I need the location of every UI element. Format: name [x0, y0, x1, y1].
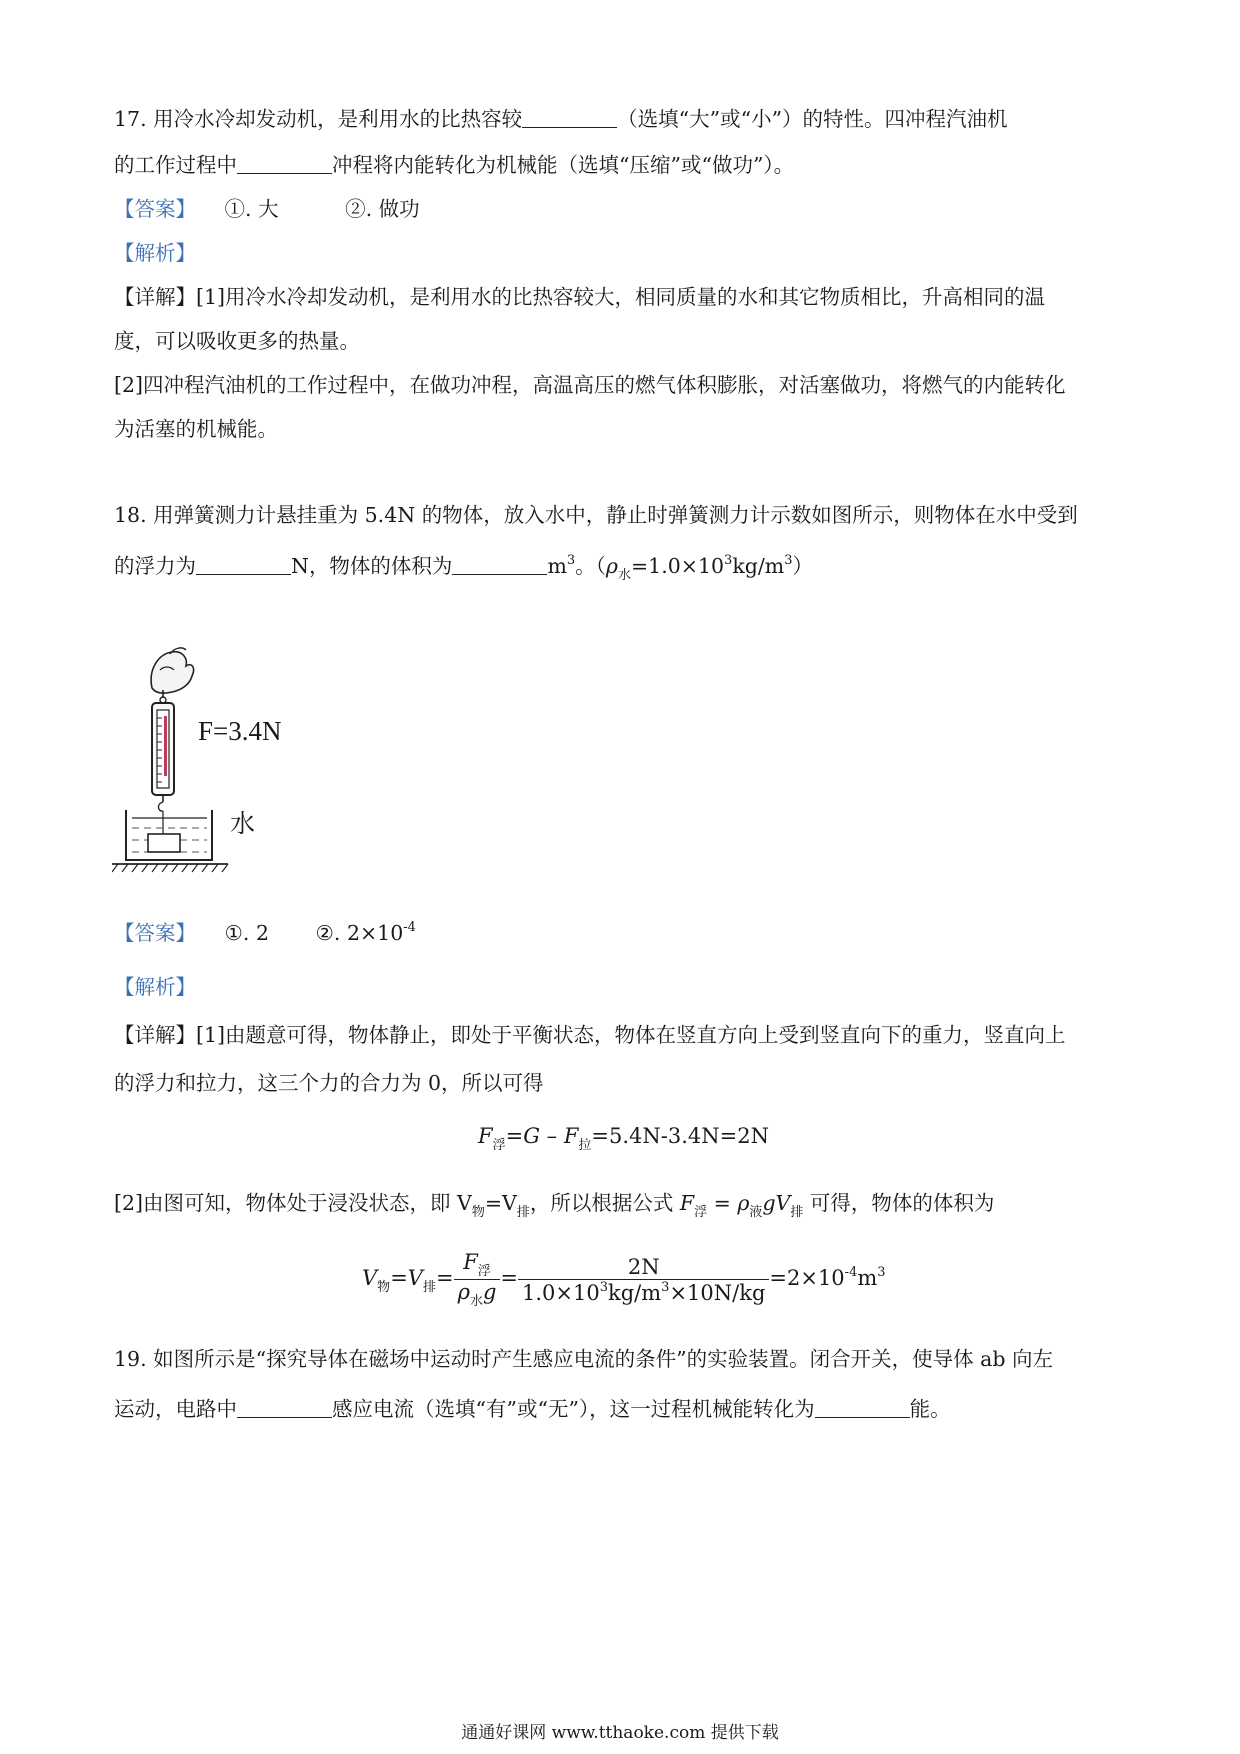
q17-blank-2[interactable] [237, 153, 332, 174]
q18-answer-2: ②. $2\times 10^{-4}$ [315, 920, 416, 945]
q18-detail-1a: 【详解】[1]由题意可得，物体静止，即处于平衡状态，物体在竖直方向上受到竖直向下的重力，竖直向上 [114, 1023, 1066, 1047]
q17-stem-line2: 的工作过程中 冲程将内能转化为机械能（选填“压缩”或“做功”）。 [114, 153, 795, 177]
q17-stem-line1: 17. 用冷水冷却发动机，是利用水的比热容较 （选填“大”或“小”）的特性。四冲程汽油机 [114, 107, 1008, 131]
q18-answer-1: ①. 2 [224, 921, 269, 945]
q19-stem-line2: 运动，电路中 感应电流（选填“有”或“无”），这一过程机械能转化为 能。 [114, 1397, 951, 1421]
q17-analysis-tag: 【解析】 [114, 241, 196, 265]
q18-answer [114, 913, 416, 948]
page-footer: 通通好课网 www.tthaoke.com 提供下载 [461, 1723, 779, 1743]
spring-scale-diagram [112, 640, 312, 880]
q17-answer [114, 194, 420, 224]
q18-detail-1b: 的浮力和拉力，这三个力的合力为 0，所以可得 [114, 1071, 544, 1095]
hand-icon [151, 652, 193, 694]
spring-scale-figure [112, 640, 312, 880]
q17-answer-2: ②. 做功 [345, 197, 420, 221]
q19-stem-line1: 19. 如图所示是“探究导体在磁场中运动时产生感应电流的条件”的实验装置。闭合开关，使导体 ab 向左 [114, 1347, 1053, 1371]
fraction-1: $\frac{F_浮}{\rho_水g}$ [454, 1250, 501, 1309]
q17-detail-1b: 度，可以吸收更多的热量。 [114, 329, 360, 353]
answer-tag: 【答案】 [114, 921, 196, 945]
q17-answer-1: ①. 大 [224, 197, 279, 221]
q17-blank-1[interactable] [522, 107, 617, 128]
q19-blank-1[interactable] [237, 1397, 332, 1418]
q18-detail-2: [2]由图可知，物体处于浸没状态，即 $V_物=V_排$，所以根据公式 $F_浮 = \rho_液gV_排$ 可得，物体的体积为 [114, 1191, 995, 1220]
q18-stem-line1: 18. 用弹簧测力计悬挂重为 5.4N 的物体，放入水中，静止时弹簧测力计示数如图所示，则物体在水中受到 [114, 503, 1078, 527]
q17-detail-2a: [2]四冲程汽油机的工作过程中，在做功冲程，高温高压的燃气体积膨胀，对活塞做功，将燃气的内能转化 [114, 373, 1066, 397]
q18-equation-1: $F_浮=G - F_拉=5.4N-3.4N=2N$ [478, 1124, 769, 1153]
q18-stem-line2: 的浮力为 N，物体的体积为 $m^3$。$(\rho_水=1.0\times 10^3kg/m^3)$ [114, 553, 813, 583]
q17-detail-1a: 【详解】[1]用冷水冷却发动机，是利用水的比热容较大，相同质量的水和其它物质相比，升高相同的温 [114, 285, 1046, 309]
detail-tag: 【详解】 [114, 285, 196, 309]
q17-detail-2b: 为活塞的机械能。 [114, 417, 278, 441]
q18-analysis-tag: 【解析】 [114, 975, 196, 999]
detail-tag: 【详解】 [114, 1023, 196, 1047]
q18-equation-2: $V_物=V_排=$ $\frac{F_浮}{\rho_水g}$ = $\frac{2N}{1.0\times 10^3kg/m^3\times 10N/kg}$ $=2\times 10^{-4}m^3$ [362, 1250, 886, 1309]
q18-blank-1[interactable] [196, 554, 291, 575]
answer-tag: 【答案】 [114, 197, 196, 221]
fraction-2: $\frac{2N}{1.0\times 10^3kg/m^3\times 10N/kg}$ [518, 1255, 769, 1305]
submerged-object [148, 834, 180, 852]
force-label: F=3.4N [198, 716, 282, 746]
q18-blank-2[interactable] [452, 554, 547, 575]
q19-blank-2[interactable] [815, 1397, 910, 1418]
water-label: 水 [230, 809, 256, 838]
